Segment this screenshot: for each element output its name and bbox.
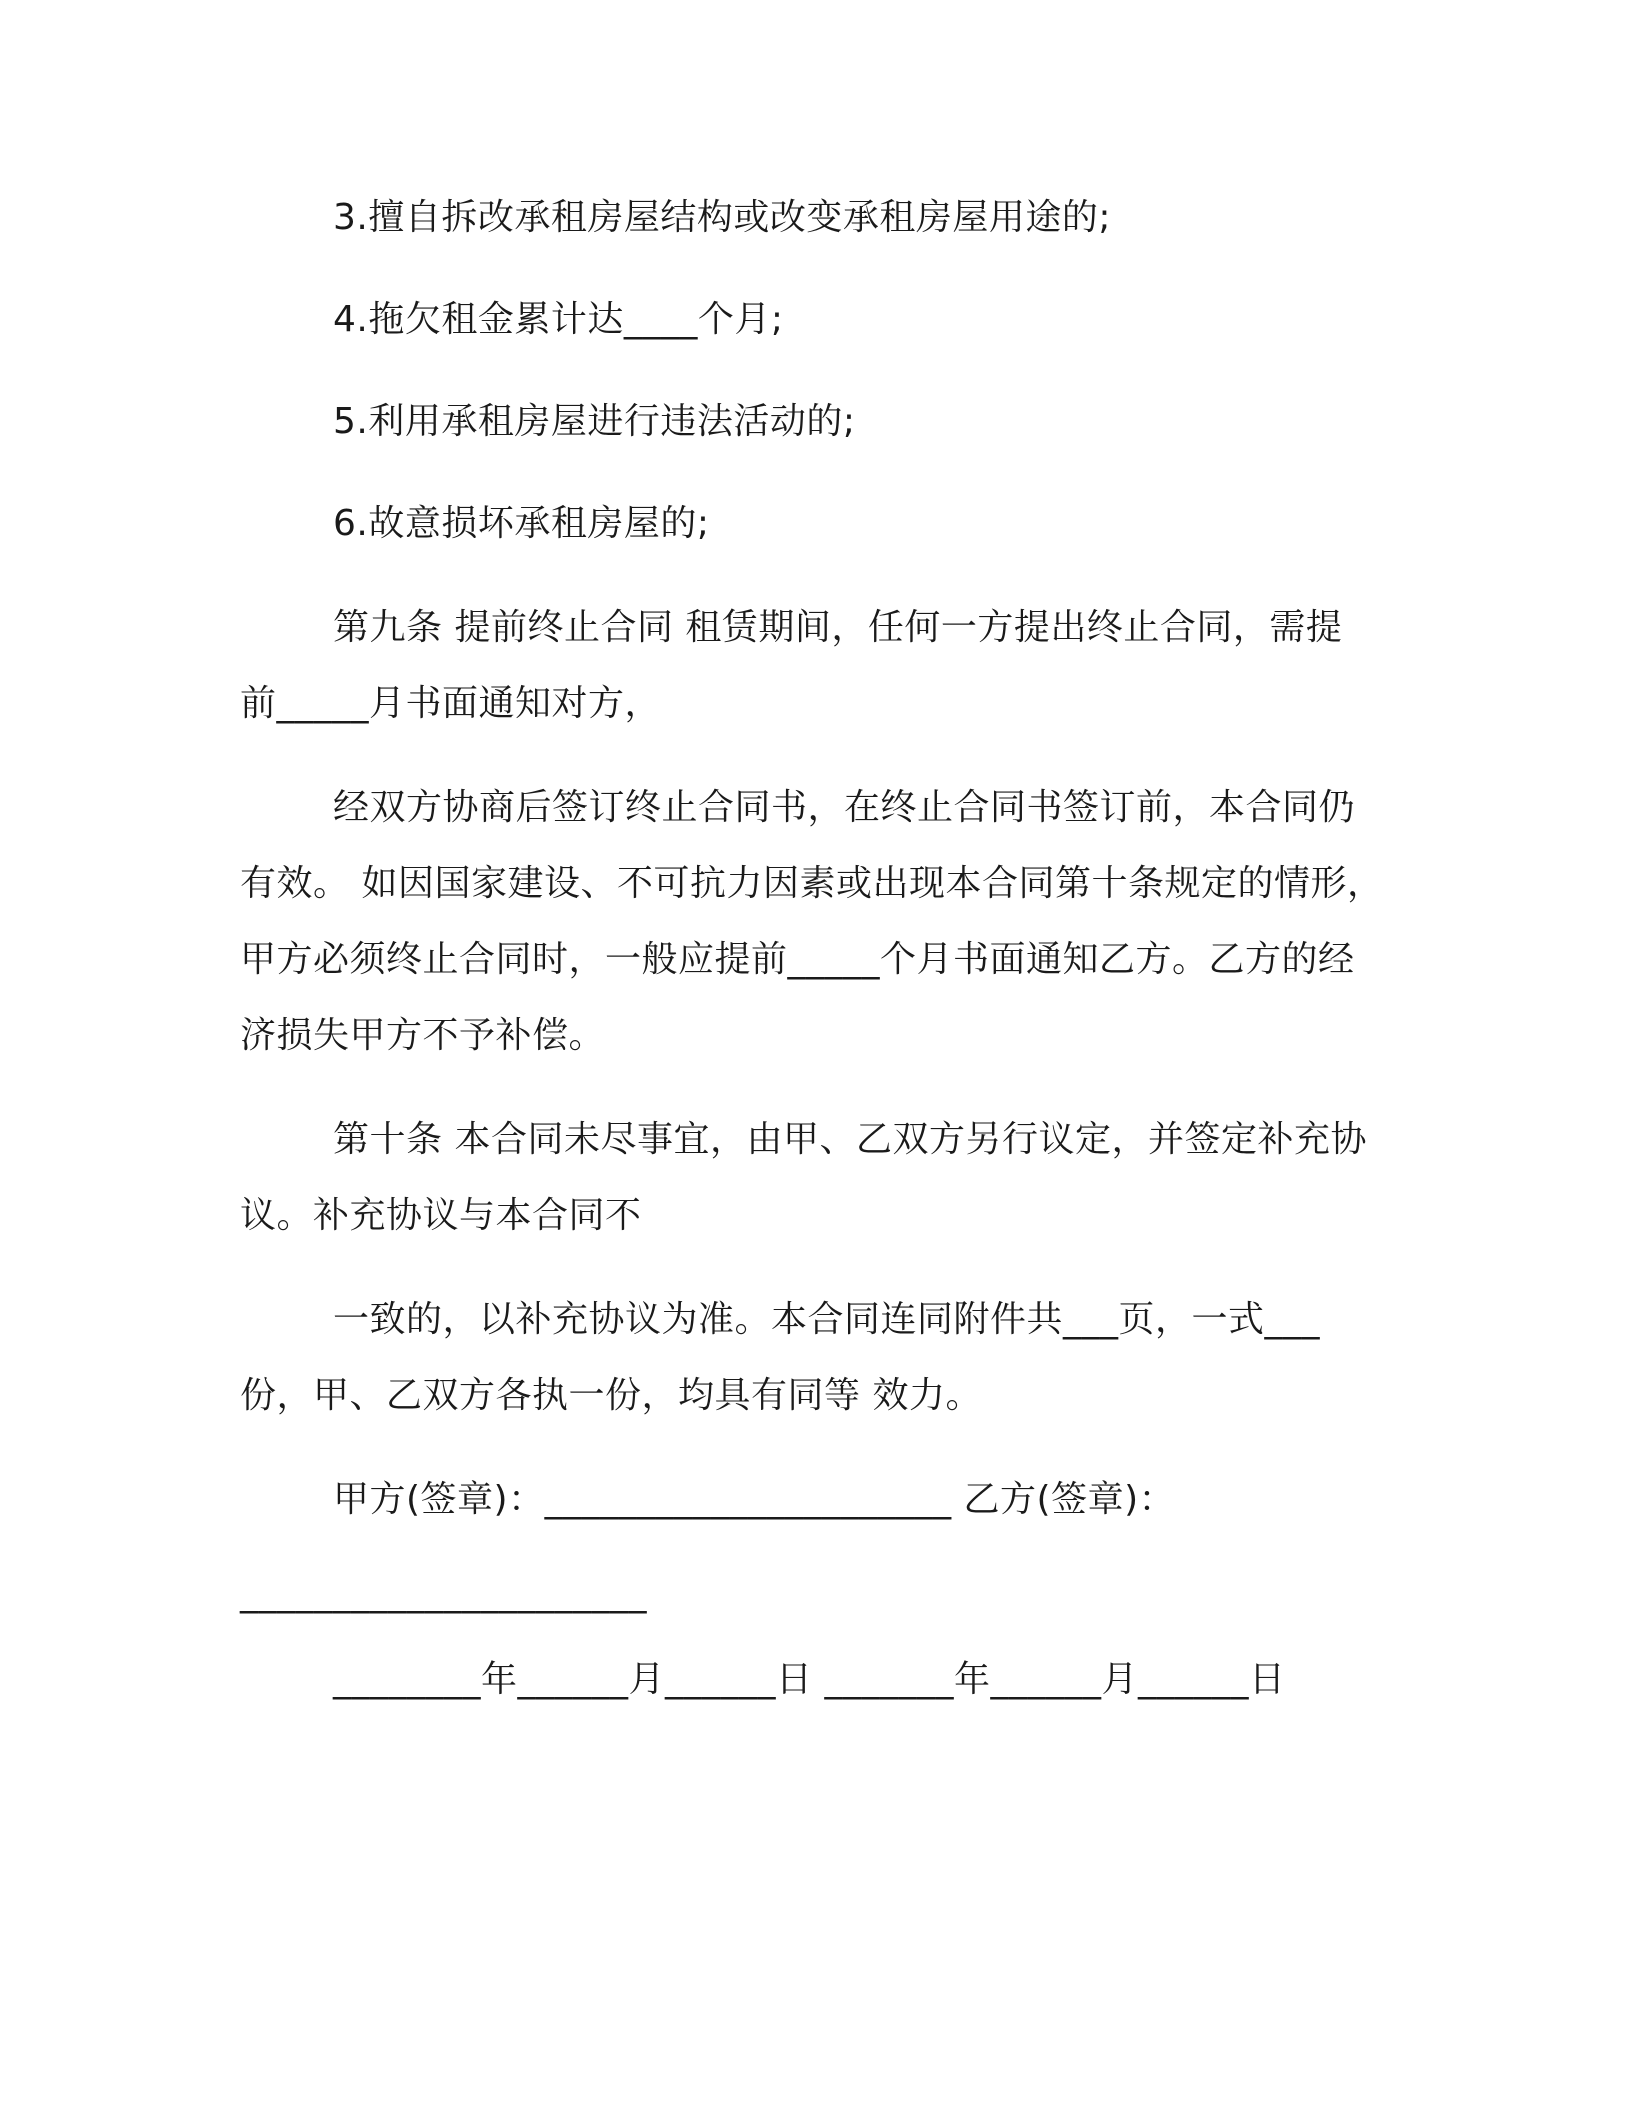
clause-item-6: 6.故意损坏承租房屋的; — [333, 503, 710, 544]
signature-line: 甲方(签章)：______________________ 乙方(签章)： — [333, 1479, 1176, 1520]
article-9-para-2-line-1: 经双方协商后签订终止合同书，在终止合同书签订前，本合同仍 — [333, 787, 1356, 828]
article-10-line-1: 第十条 本合同未尽事宜，由甲、乙双方另行议定，并签定补充协 — [333, 1119, 1367, 1160]
date-line: ________年______月______日 _______年______月______日 — [333, 1659, 1286, 1700]
article-9-line-2: 前_____月书面通知对方， — [240, 683, 662, 724]
clause-item-3: 3.擅自拆改承租房屋结构或改变承租房屋用途的; — [333, 197, 1111, 238]
signature-line-continued: ______________________ — [240, 1573, 647, 1614]
clause-item-4: 4.拖欠租金累计达____个月; — [333, 299, 784, 340]
article-10-para-2-line-2: 份，甲、乙双方各执一份，均具有同等 效力。 — [240, 1375, 982, 1416]
article-10-para-2-line-1: 一致的，以补充协议为准。本合同连同附件共___页，一式___ — [333, 1299, 1321, 1340]
article-9-para-2-line-3: 甲方必须终止合同时，一般应提前_____个月书面通知乙方。乙方的经 — [240, 939, 1355, 980]
article-9-para-2-line-4: 济损失甲方不予补偿。 — [240, 1015, 606, 1056]
article-9-para-2-line-2: 有效。 如因国家建设、不可抗力因素或出现本合同第十条规定的情形， — [240, 863, 1384, 904]
clause-item-5: 5.利用承租房屋进行违法活动的; — [333, 401, 856, 442]
article-9-line-1: 第九条 提前终止合同 租赁期间，任何一方提出终止合同，需提 — [333, 607, 1343, 648]
article-10-line-2: 议。补充协议与本合同不 — [240, 1195, 642, 1236]
